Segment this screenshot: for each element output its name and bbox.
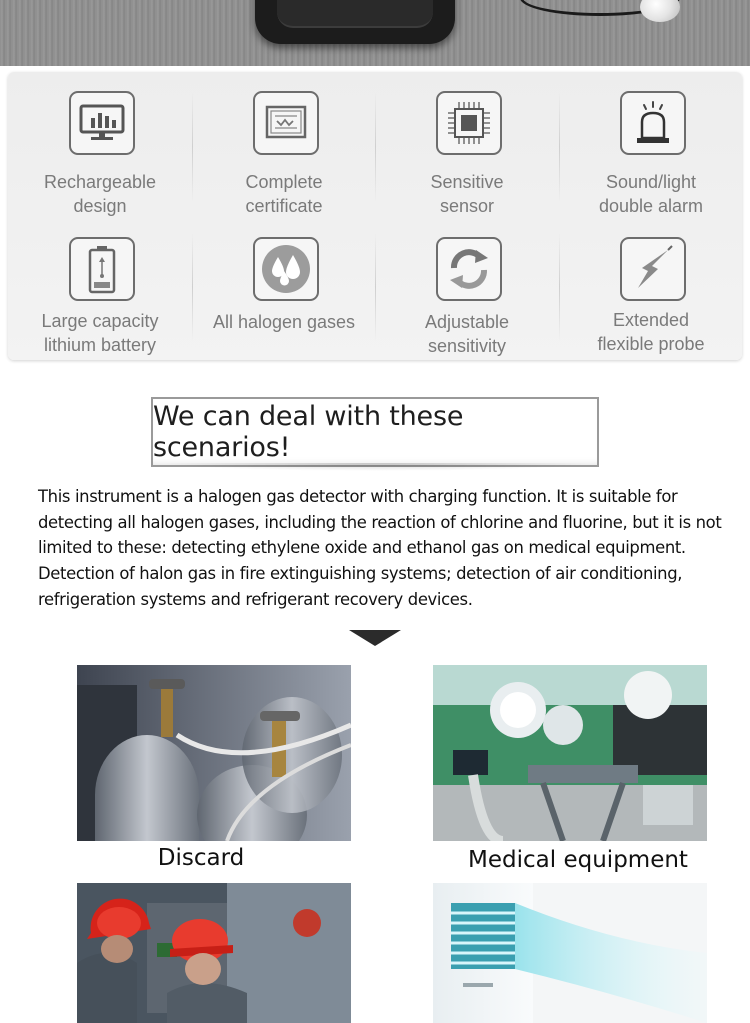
feature-label-line1: Complete [245,172,323,192]
detector-device-image [255,0,455,44]
product-photo-strip [0,0,750,66]
battery-icon [69,237,135,301]
flexible-probe-icon [620,237,686,301]
scenario-caption: Medical equipment [468,847,688,873]
refresh-arrows-icon [436,237,502,301]
scenarios-heading-box [151,397,599,467]
probe-tip-image [640,0,680,22]
feature-label-line2: design [73,196,127,216]
air-conditioner-photo [433,883,707,1023]
feature-label-line1: Sensitive [430,172,504,192]
feature-label-line2: sensitivity [427,336,507,356]
feature-label-line2: double alarm [598,196,704,216]
gas-drops-icon [253,237,319,301]
feature-battery [8,218,192,358]
operating-room-photo [433,665,707,841]
feature-halogen [192,218,376,358]
feature-label-line1: Adjustable [424,312,510,332]
feature-label-line2: sensor [439,196,495,216]
feature-certificate [192,72,376,216]
monitor-chart-icon [69,91,135,155]
workers-hard-hats-photo [77,883,351,1023]
feature-label-line2: flexible probe [597,334,705,354]
feature-rechargeable [8,72,192,216]
feature-label-line2: certificate [245,196,323,216]
feature-label-line1: Extended [612,310,690,330]
feature-panel [8,72,742,360]
down-arrow-icon [349,630,401,646]
feature-adjustable [375,218,559,358]
gas-cylinders-photo [77,665,351,841]
alarm-light-icon [620,91,686,155]
feature-probe [559,218,743,358]
feature-label-line2: lithium battery [43,335,157,355]
chip-sensor-icon [436,91,502,155]
feature-label-line1: Large capacity [41,311,159,331]
scenarios-heading: We can deal with these scenarios! [153,401,464,463]
feature-label-line1: Sound/light [605,172,697,192]
feature-label-line1: All halogen gases [212,312,356,332]
feature-label-line1: Rechargeable [43,172,157,192]
scenario-caption: Discard [157,845,245,871]
feature-sensor [375,72,559,216]
scenarios-description: This instrument is a halogen gas detector with charging function. It is suitable for detecting all halogen gases, including the reaction of chlorine and fluorine, but it is not limited to these: detecting ethylene oxide and ethanol gas on medical equipment. Detection of halon gas in fire extinguishing systems; detection of air conditioning, refrigeration systems and refrigerant recovery devices. [38,487,722,609]
certificate-icon [253,91,319,155]
feature-alarm [559,72,743,216]
heading-shadow [161,463,591,471]
